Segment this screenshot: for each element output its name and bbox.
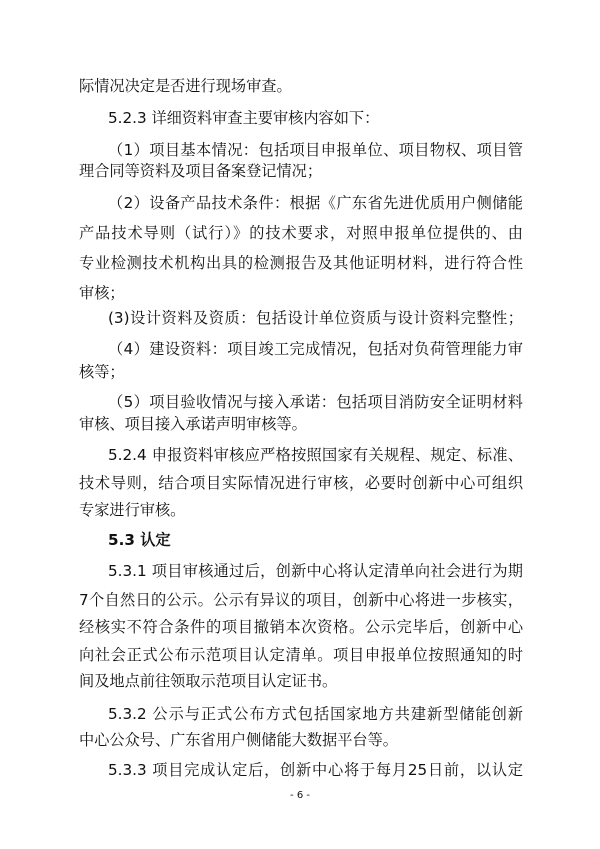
body-text-line: 5.2.3 详细资料审查主要审核内容如下： (108, 109, 380, 127)
body-text-line: 中心公众号、广东省用户侧储能大数据平台等。 (79, 731, 398, 749)
body-text-line: 经核实不符合条件的项目撤销本次资格。公示完毕后，创新中心 (79, 618, 523, 636)
body-text-line: 际情况决定是否进行现场审查。 (79, 77, 292, 95)
body-text-line: 7个自然日的公示。公示有异议的项目，创新中心将进一步核实， (79, 591, 523, 609)
body-text-line: 5.3.2 公示与正式公布方式包括国家地方共建新型储能创新 (108, 705, 523, 723)
body-text-line: （2）设备产品技术条件：根据《广东省先进优质用户侧储能 (108, 194, 523, 212)
body-text-line: 理合同等资料及项目备案登记情况； (79, 162, 322, 180)
body-text-line: 产品技术导则（试行）》的技术要求，对照申报单位提供的、由 (79, 224, 523, 242)
body-text-line: 专业检测技术机构出具的检测报告及其他证明材料，进行符合性 (79, 254, 523, 272)
body-text-line: (3)设计资料及资质：包括设计单位资质与设计资料完整性； (108, 309, 523, 327)
body-text-line: 审核、项目接入承诺声明审核等。 (79, 415, 307, 433)
body-text-line: （4）建设资料：项目竣工完成情况，包括对负荷管理能力审 (108, 340, 523, 358)
body-text-line: （5）项目验收情况与接入承诺：包括项目消防安全证明材料 (108, 393, 523, 411)
body-text-line: 向社会正式公布示范项目认定清单。项目申报单位按照通知的时 (79, 646, 523, 664)
body-text-line: 5.3.3 项目完成认定后，创新中心将于每月25日前，以认定 (108, 761, 523, 779)
section-heading: 5.3 认定 (108, 531, 171, 549)
body-text-line: 专家进行审核。 (79, 501, 186, 519)
body-text-line: 间及地点前往领取示范项目认定证书。 (79, 672, 338, 690)
body-text-line: 技术导则，结合项目实际情况进行审核，必要时创新中心可组织 (79, 474, 523, 492)
body-text-line: 5.2.4 申报资料审核应严格按照国家有关规程、规定、标准、 (108, 446, 523, 464)
body-text-line: 核等； (79, 363, 125, 381)
page-number: - 6 - (290, 790, 310, 801)
body-text-line: （1）项目基本情况：包括项目申报单位、项目物权、项目管 (108, 141, 523, 159)
body-text-line: 5.3.1 项目审核通过后，创新中心将认定清单向社会进行为期 (108, 562, 523, 580)
body-text-line: 审核； (79, 284, 125, 302)
